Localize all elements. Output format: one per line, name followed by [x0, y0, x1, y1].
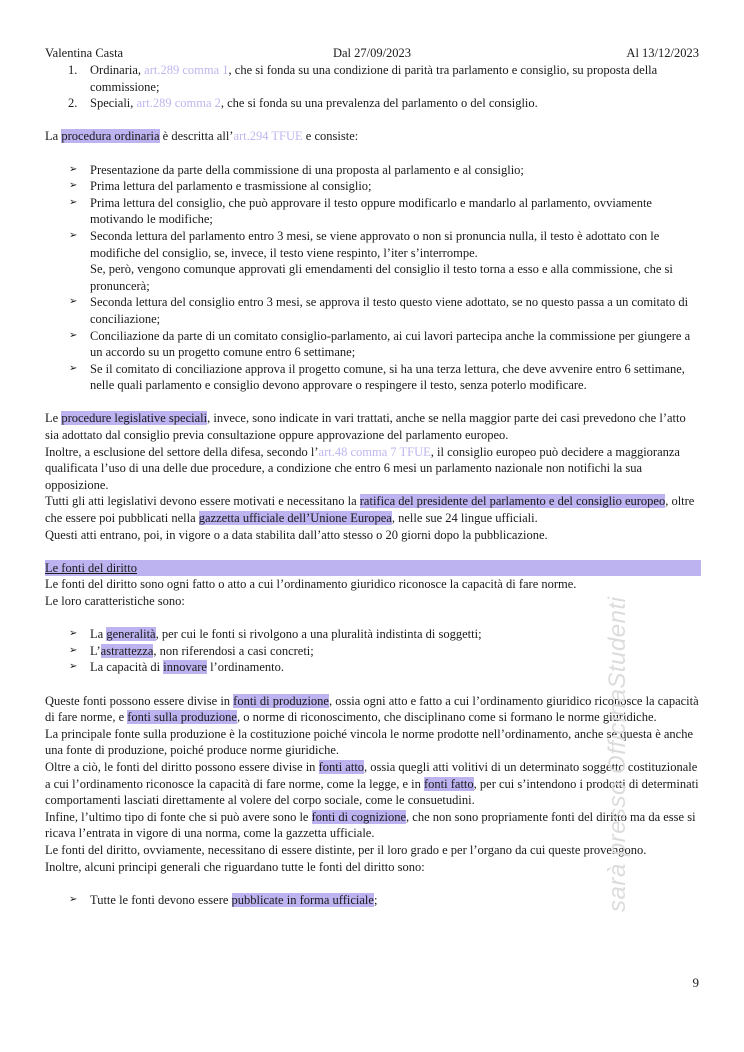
highlighted-term: fonti di produzione — [233, 693, 329, 708]
highlighted-term: gazzetta ufficiale dell’Unione Europea — [198, 511, 392, 526]
text-run: , o norme di riconoscimento, che disciplinano come si formano le norme giuridiche. — [236, 710, 657, 725]
bullet-text: Seconda lettura del consiglio entro 3 mesi, se approva il testo questo viene adottato, se no questo passa a un comitato di conciliazione; — [90, 295, 689, 326]
paragraph-costituzione: La principale fonte sulla produzione è la costituzione poiché vincola le norme prodotte nell’ordinamento, anche se questa è anche una fonte di produzione, poiché produce norme giuridiche. — [45, 726, 694, 758]
arrow-bullet-icon: ➢ — [69, 893, 78, 905]
list-item — [45, 62, 701, 95]
list-number: 2. — [68, 96, 78, 111]
paragraph-procedure-speciali — [45, 410, 701, 443]
item-label: Ordinaria, — [90, 63, 142, 77]
text-run: , il consiglio europeo può decidere a maggioranza qualificata l’uso di una delle due procedure, a condizione che entro 6 mesi un parlamento nazionale non notifichi la sua opposizione. — [45, 444, 680, 492]
text-run: La capacità di — [90, 660, 161, 675]
text-run: Tutti gli atti legislativi devono essere motivati e necessitano la — [45, 494, 357, 509]
header-from-date: Dal 27/09/2023 — [332, 46, 412, 60]
bullet-text: Prima lettura del consiglio, che può approvare il testo oppure modificarlo e mandarlo al parlamento, ovviamente motivando le modifiche; — [90, 195, 652, 227]
text-run: ; — [373, 892, 378, 907]
bullet-item — [45, 195, 701, 228]
bullet-item — [45, 626, 701, 643]
highlighted-term: ratifica del presidente del parlamento e del consiglio europeo — [359, 494, 666, 509]
arrow-bullet-icon: ➢ — [69, 329, 78, 341]
paragraph-atti-legislativi — [45, 493, 701, 526]
paragraph-fonti-produzione — [45, 693, 701, 726]
paragraph-fonti-cognizione — [45, 809, 701, 842]
list-number: 1. — [68, 63, 78, 77]
arrow-bullet-icon: ➢ — [69, 661, 78, 673]
bullet-text: Se il comitato di conciliazione approva il progetto comune, si ha una terza lettura, che deve avvenire entro 6 settimane, nelle quali parlamento e consiglio devono approvare o respingere il testo, senza poterlo modificare. — [90, 361, 685, 393]
text-run: La — [90, 627, 104, 642]
paragraph-fonti-atto-fatto — [45, 759, 701, 809]
arrow-bullet-icon: ➢ — [69, 296, 78, 308]
arrow-bullet-icon: ➢ — [69, 180, 78, 192]
bullet-item — [45, 178, 701, 195]
text-run: Infine, l’ultimo tipo di fonte che si può avere sono le — [45, 809, 309, 824]
principles-list — [45, 892, 701, 909]
watermark: sarà presso OfficinaStudenti — [604, 596, 631, 912]
procedure-steps-list — [45, 162, 701, 394]
bullet-text: Prima lettura del parlamento e trasmissione al consiglio; — [90, 179, 372, 194]
text-run: , ossia quegli atti volitivi di un determinato soggetto costituzionale a cui l’ordinamento riconosce la capacità di fare norme, come la legge, e in — [45, 759, 698, 791]
text-run: Queste fonti possono essere divise in — [45, 693, 231, 708]
item-text: , che si fonda su una condizione di parità tra parlamento e consiglio, su proposta della commissione; — [90, 63, 658, 94]
highlighted-term: generalità — [106, 627, 156, 642]
article-reference: art.289 comma 1 — [144, 63, 229, 77]
header-author: Valentina Casta — [45, 46, 124, 60]
text-run: La — [45, 129, 59, 144]
section-heading: Le fonti del diritto — [45, 560, 701, 577]
page-content — [45, 62, 701, 908]
bullet-item — [45, 659, 701, 676]
arrow-bullet-icon: ➢ — [69, 196, 78, 208]
paragraph-fonti-definizione: Le fonti del diritto sono ogni fatto o atto a cui l’ordinamento giuridico riconosce la capacità di fare norme. — [45, 577, 577, 592]
arrow-bullet-icon: ➢ — [69, 163, 78, 175]
text-run: , oltre che essere poi pubblicati nella — [45, 494, 695, 526]
paragraph-inoltre — [45, 444, 701, 494]
highlighted-term: pubblicate in forma ufficiale — [231, 892, 374, 907]
bullet-text-continuation: Se, però, vengono comunque approvati gli emendamenti del consiglio il testo torna a esso e alla commissione, che si pronuncerà; — [90, 262, 673, 293]
bullet-item — [45, 328, 701, 361]
article-reference: art.294 TFUE — [233, 129, 303, 144]
arrow-bullet-icon: ➢ — [69, 628, 78, 640]
paragraph-entrata-in-vigore: Questi atti entrano, poi, in vigore o a data stabilita dall’atto stesso o 20 giorni dopo la pubblicazione. — [45, 527, 548, 542]
arrow-bullet-icon: ➢ — [69, 229, 78, 241]
text-run: , non riferendosi a casi concreti; — [153, 643, 314, 658]
text-run: Tutte le fonti devono essere — [90, 892, 229, 907]
page-number: 9 — [692, 975, 699, 990]
characteristics-list — [45, 626, 701, 676]
arrow-bullet-icon: ➢ — [69, 362, 78, 374]
article-reference: art.289 comma 2 — [136, 96, 221, 111]
highlighted-term: innovare — [163, 660, 207, 675]
text-run: è descritta all’ — [162, 129, 234, 144]
arrow-bullet-icon: ➢ — [69, 644, 78, 656]
article-reference: art.48 comma 7 TFUE — [318, 444, 431, 459]
highlighted-term: fonti fatto — [424, 776, 474, 791]
text-run: e consiste: — [305, 129, 359, 144]
text-run: L’ — [90, 643, 101, 658]
paragraph-principi-generali: Inoltre, alcuni principi generali che riguardano tutte le fonti del diritto sono: — [45, 859, 425, 874]
text-run: , invece, sono indicate in vari trattati, anche se nella maggior parte dei casi prevedono che l’atto sia adottato dal consiglio previa consultazione oppure approvazione del parlamento europeo. — [45, 411, 686, 443]
bullet-item — [45, 361, 701, 394]
bullet-item — [45, 294, 701, 327]
text-run: , per cui s’intendono i prodotti di determinati comportamenti lasciati direttamente al volere del corpo sociale, come le consuetudini. — [45, 776, 699, 808]
bullet-item — [45, 228, 701, 294]
procedure-types-list — [45, 62, 701, 112]
text-run: Oltre a ciò, le fonti del diritto possono essere divise in — [45, 759, 316, 774]
text-run: , per cui le fonti si rivolgono a una pluralità indistinta di soggetti; — [155, 627, 482, 642]
item-text: , che si fonda su una prevalenza del parlamento o del consiglio. — [220, 96, 538, 111]
text-run: Le — [45, 411, 59, 426]
bullet-text: Conciliazione da parte di un comitato consiglio-parlamento, ai cui lavori partecipa anche la commissione per giungere a un accordo su un progetto comune entro 6 settimane; — [90, 328, 691, 360]
highlighted-term: fonti sulla produzione — [127, 710, 237, 725]
paragraph-caratteristiche-intro: Le loro caratteristiche sono: — [45, 594, 185, 608]
text-run: Inoltre, a esclusione del settore della difesa, secondo l’ — [45, 444, 319, 459]
item-label: Speciali, — [90, 96, 134, 111]
list-item — [45, 95, 701, 112]
bullet-item — [45, 162, 701, 179]
bullet-item — [45, 643, 701, 660]
page-header — [45, 46, 699, 62]
text-run: , ossia ogni atto e fatto a cui l’ordinamento giuridico riconosce la capacità di fare norme, e — [45, 693, 699, 725]
bullet-item — [45, 892, 701, 909]
highlighted-term: procedura ordinaria — [61, 129, 160, 144]
paragraph-procedura-ordinaria — [45, 128, 701, 145]
highlighted-term: fonti atto — [318, 759, 365, 774]
header-to-date: Al 13/12/2023 — [626, 46, 699, 60]
highlighted-term: astrattezza — [100, 643, 154, 658]
bullet-text: Presentazione da parte della commissione di una proposta al parlamento e al consiglio; — [90, 162, 524, 177]
paragraph-distinzione: Le fonti del diritto, ovviamente, necessitano di essere distinte, per il loro grado e per l’organo da cui queste provengono. — [45, 842, 647, 857]
text-run: l’ordinamento. — [210, 660, 285, 675]
text-run: , nelle sue 24 lingue ufficiali. — [391, 511, 538, 526]
highlighted-term: fonti di cognizione — [311, 809, 407, 824]
bullet-text: Seconda lettura del parlamento entro 3 mesi, se viene approvato o non si pronuncia nulla, il testo è adottato con le modifiche del consiglio, se, invece, il testo viene respinto, l’iter s’interrompe. — [90, 228, 660, 260]
highlighted-term: procedure legislative speciali — [61, 411, 208, 426]
text-run: , che non sono propriamente fonti del diritto ma da esse si ricava l’entrata in vigore di una norma, come la gazzetta ufficiale. — [45, 809, 696, 841]
